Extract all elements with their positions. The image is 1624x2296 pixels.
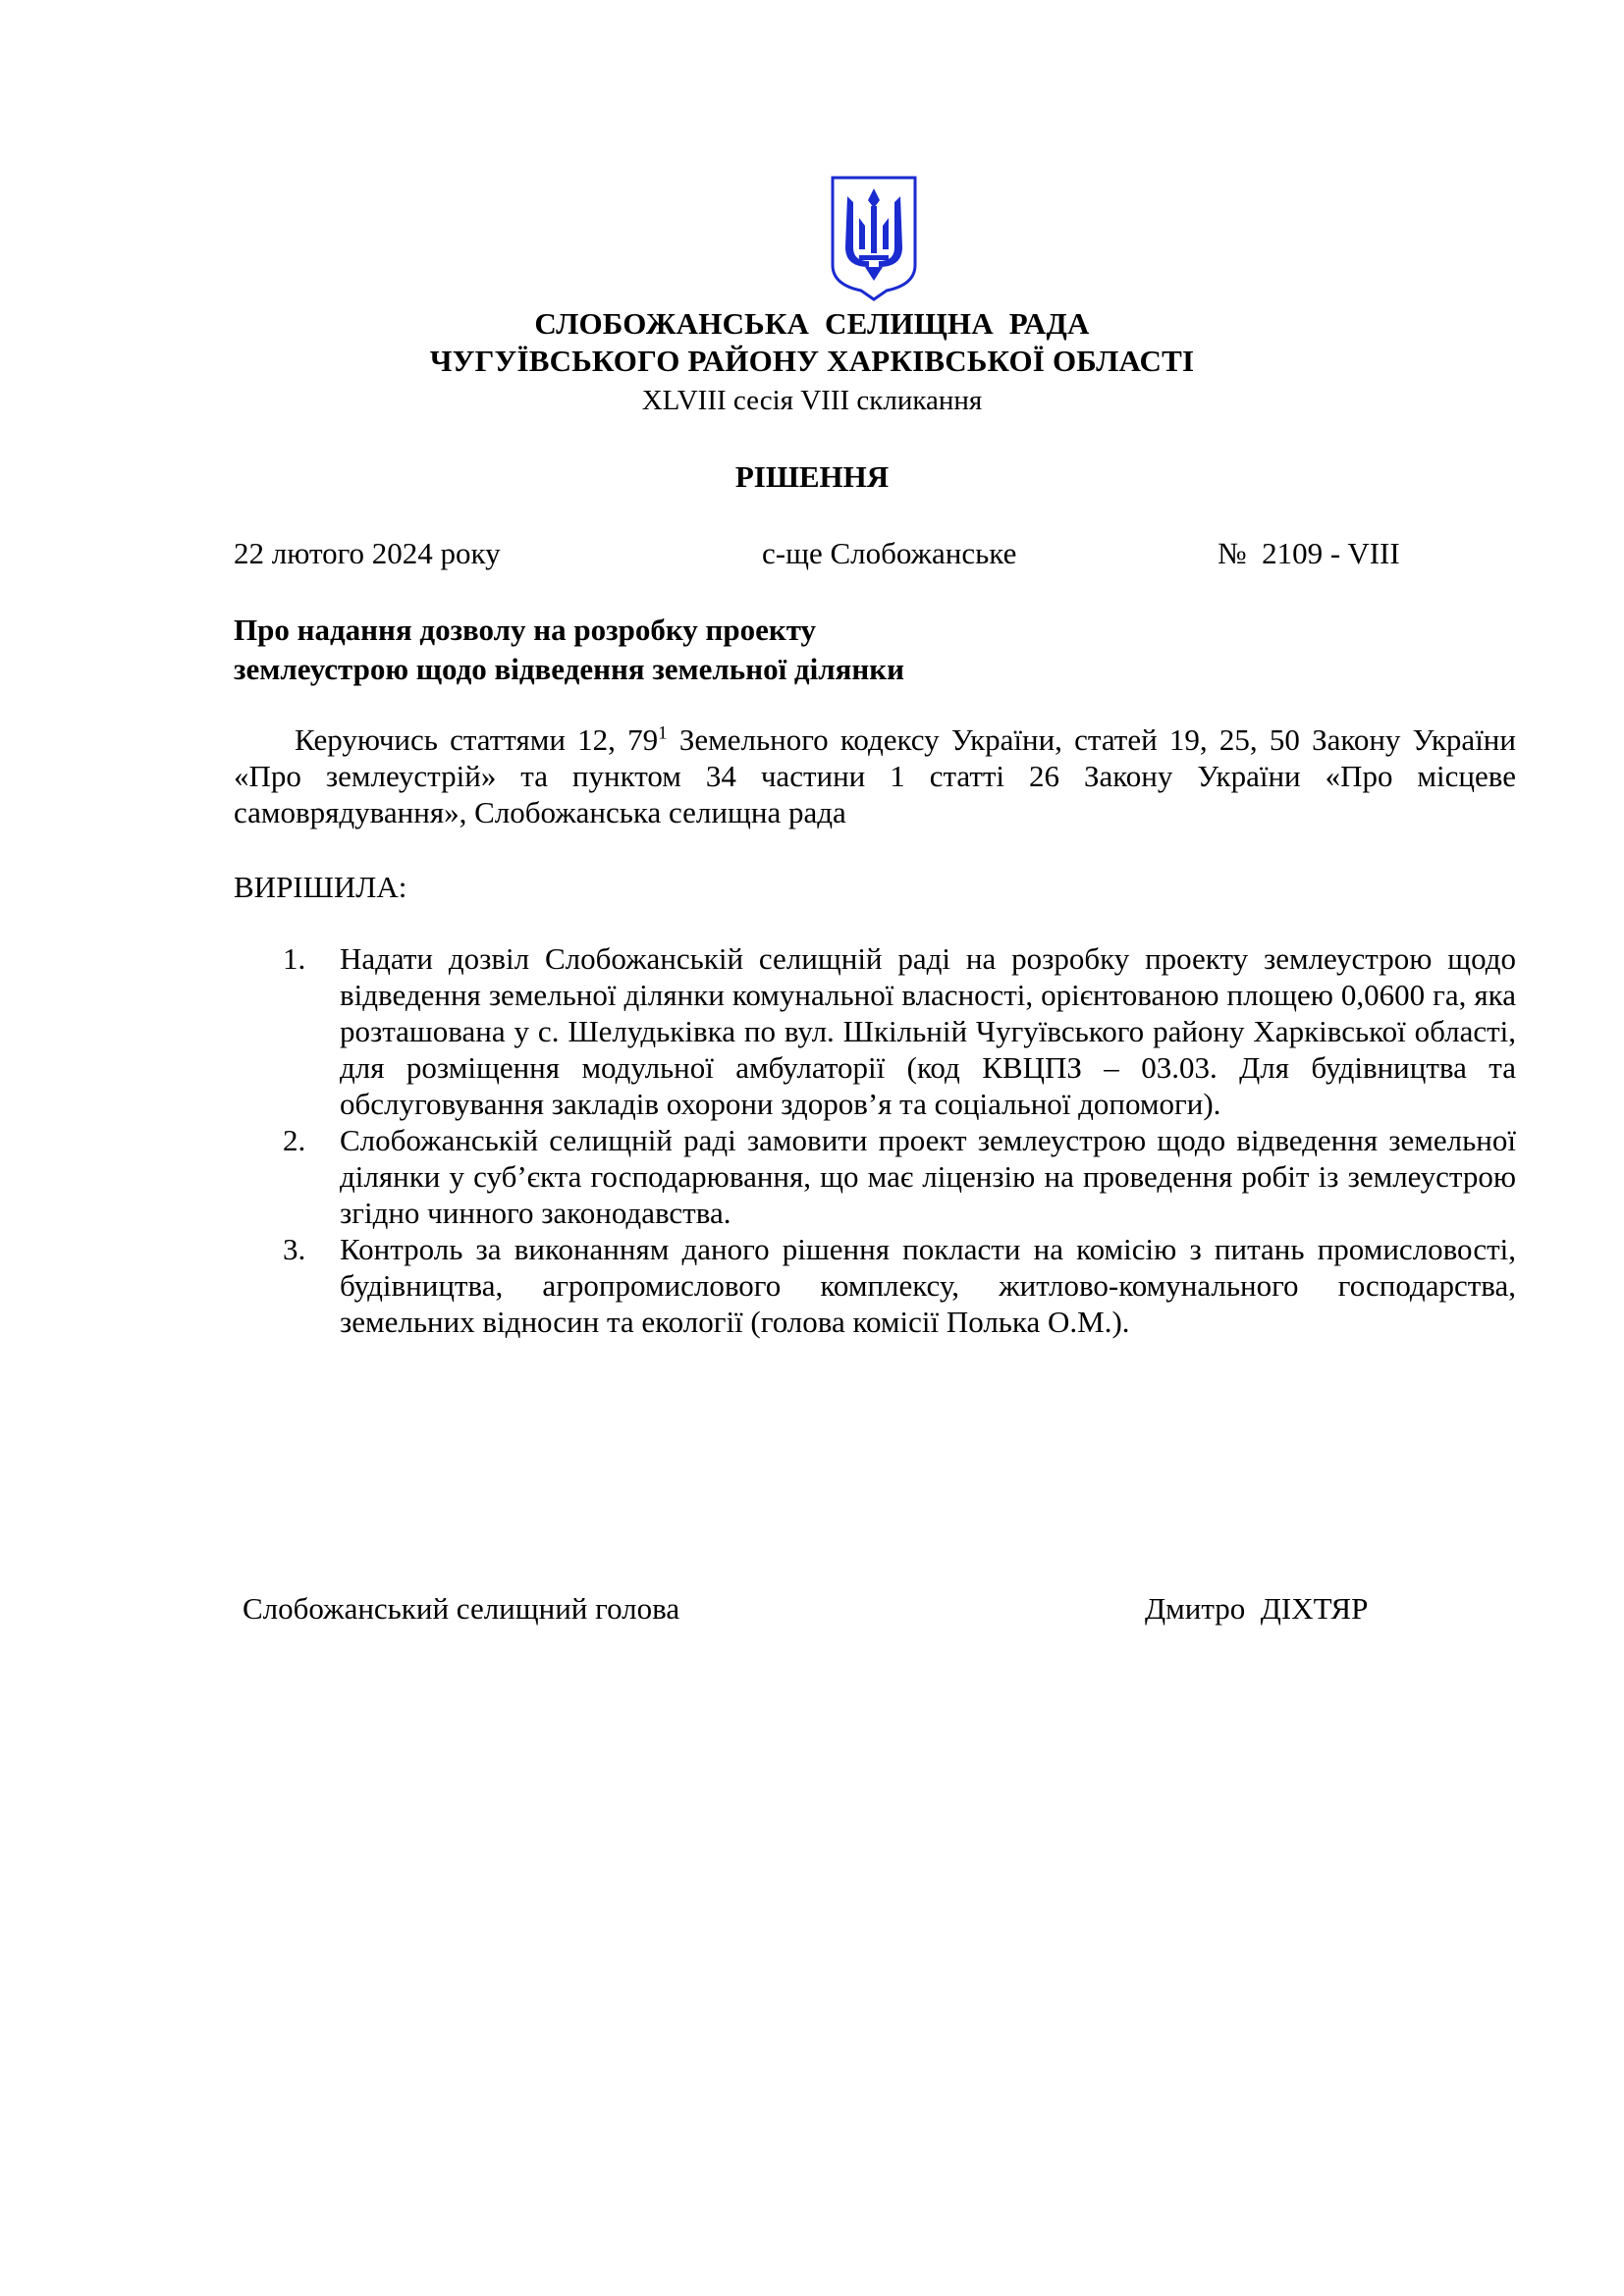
decision-number: № 2109 - VIII — [1218, 536, 1400, 570]
signatory-position: Слобожанський селищний голова — [243, 1591, 680, 1626]
decision-items-list — [234, 940, 1516, 1340]
district-name: ЧУГУЇВСЬКОГО РАЙОНУ ХАРКІВСЬКОЇ ОБЛАСТІ — [429, 344, 1195, 378]
item-text: Контроль за виконанням даного рішення покласти на комісію з питань промисловості, будівництва, агропромислового комплексу, житлово-комунального господарства, земельних відносин та екології (голова комісії Полька О.М.). — [340, 1232, 1516, 1339]
decision-title — [234, 611, 904, 689]
preamble-text-2: Земельного кодексу України, статей 19, 25, 50 Закону України «Про землеустрій» та пунктом 34 частини 1 статті 26 Закону України «Про місцеве самоврядування», Слобожанська селищна рада — [234, 722, 1516, 829]
decision-place: с-ще Слобожанське — [762, 536, 1017, 570]
list-item — [234, 1122, 1516, 1231]
title-line-1: Про надання дозволу на розробку проекту — [234, 613, 817, 647]
document-type: РІШЕННЯ — [734, 459, 890, 494]
signatory-name: Дмитро ДІХТЯР — [1145, 1591, 1369, 1626]
preamble-superscript: 1 — [658, 722, 668, 744]
council-name: СЛОБОЖАНСЬКА СЕЛИЩНА РАДА — [534, 306, 1090, 341]
item-number: 2. — [283, 1123, 306, 1157]
resolved-label: ВИРІШИЛА: — [234, 870, 407, 904]
title-line-2: землеустрою щодо відведення земельної ділянки — [234, 652, 904, 686]
preamble-paragraph — [234, 721, 1516, 830]
list-item — [234, 940, 1516, 1122]
list-item — [234, 1231, 1516, 1340]
item-number: 1. — [283, 941, 306, 976]
session-info: XLVIII сесія VIII скликання — [641, 385, 983, 416]
item-text: Надати дозвіл Слобожанській селищній раді на розробку проекту землеустрою щодо відведення земельної ділянки комунальної власності, орієнтованою площею 0,0600 га, яка розташована у с. Шелудьківка по вул. Шкільній Чугуївського району Харківської області, для розміщення модульної амбулаторії (код КВЦПЗ – 03.03. Для будівництва та обслуговування закладів охорони здоров’я та соціальної допомоги). — [340, 941, 1516, 1121]
item-text: Слобожанській селищній раді замовити проект землеустрою щодо відведення земельної ділянки у суб’єкта господарювання, що має ліцензію на проведення робіт із землеустрою згідно чинного законодавства. — [340, 1123, 1516, 1230]
preamble-text-1: Керуючись статтями 12, 79 — [295, 722, 659, 757]
trident-coat-of-arms-icon — [830, 175, 918, 302]
decision-date: 22 лютого 2024 року — [234, 536, 501, 570]
item-number: 3. — [283, 1232, 306, 1266]
